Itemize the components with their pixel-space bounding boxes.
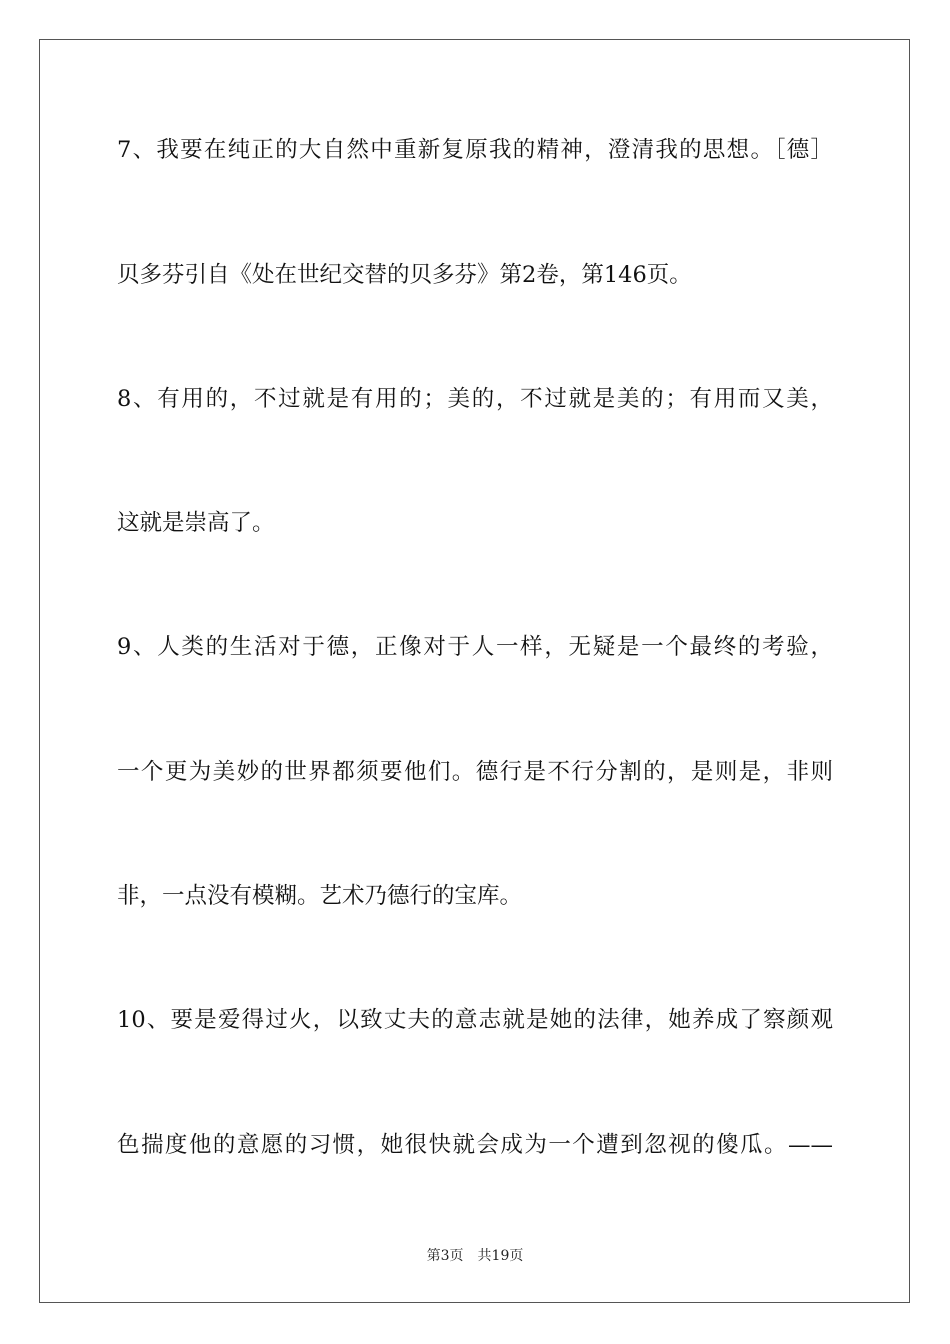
text-line-3: 8、有用的，不过就是有用的；美的，不过就是美的；有用而又美， xyxy=(117,386,833,412)
text-line-1: 7、我要在纯正的大自然中重新复原我的精神，澄清我的思想。［德］ xyxy=(117,137,833,163)
page-number: 第3页 xyxy=(426,1248,464,1264)
text-line-7: 非，一点没有模糊。艺术乃德行的宝库。 xyxy=(117,883,523,909)
page-frame xyxy=(39,39,910,1303)
text-line-6: 一个更为美妙的世界都须要他们。德行是不行分割的，是则是，非则 xyxy=(117,759,833,785)
text-line-8: 10、要是爱得过火，以致丈夫的意志就是她的法律，她养成了察颜观 xyxy=(117,1007,833,1033)
text-line-4: 这就是崇高了。 xyxy=(117,510,275,536)
text-line-2: 贝多芬引自《处在世纪交替的贝多芬》第2卷，第146页。 xyxy=(117,262,692,288)
page-total: 共19页 xyxy=(477,1248,524,1264)
text-line-9: 色揣度他的意愿的习惯，她很快就会成为一个遭到忽视的傻瓜。—— xyxy=(117,1132,833,1158)
page-footer xyxy=(0,1246,950,1266)
text-line-5: 9、人类的生活对于德，正像对于人一样，无疑是一个最终的考验， xyxy=(117,634,833,660)
